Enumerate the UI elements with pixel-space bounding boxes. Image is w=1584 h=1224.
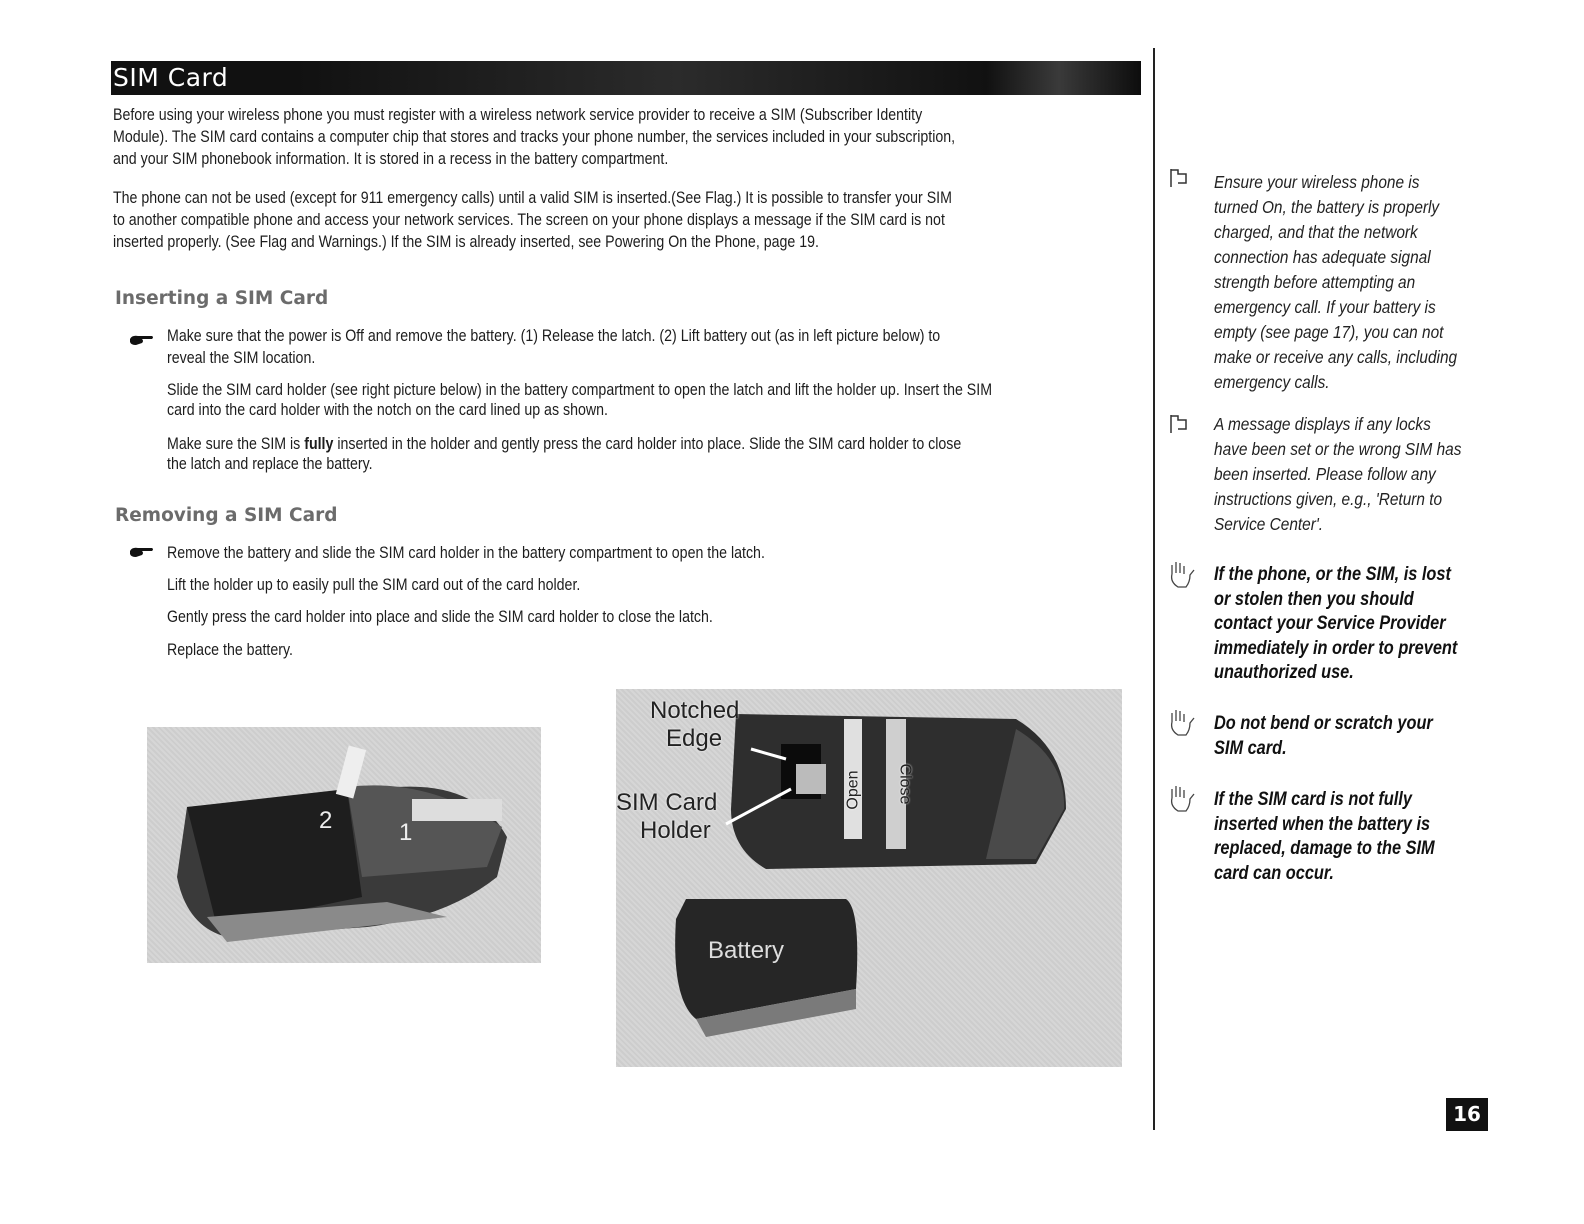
battery-label: Battery bbox=[708, 937, 785, 964]
warning-hand-icon bbox=[1166, 560, 1196, 590]
inserting-step-3: Make sure the SIM is fully inserted in the holder and gently press the card holder into place. Slide the SIM card holder to close the latch and replace the battery. bbox=[167, 435, 962, 473]
warning-hand-icon bbox=[1166, 708, 1196, 738]
sim-card-holder-label-line-1: SIM Card bbox=[616, 789, 718, 816]
intro-paragraph-1: Before using your wireless phone you must register with a wireless network service provider to receive a SIM (Subscriber Identity Module). The SIM card contains a computer chip that stores and tracks your phone number, the services included in your subscription, and your SIM phonebook information. It is stored in a recess in the battery compartment. bbox=[113, 106, 956, 168]
step-1-label: 1 bbox=[399, 819, 413, 846]
inserting-step-1: Make sure that the power is Off and remove the battery. (1) Release the latch. (2) Lift battery out (as in left picture below) to reveal the SIM location. bbox=[167, 327, 941, 367]
note-emergency-call: Ensure your wireless phone is turned On, the battery is properly charged, and that the network connection has adequate signal strength before attempting an emergency call. If your battery is empty (see page 17), you can not make or receive any calls, including emergency calls. bbox=[1214, 172, 1458, 392]
section-title-bar bbox=[111, 61, 1141, 95]
pointing-hand-icon bbox=[128, 545, 154, 559]
page-number: 16 bbox=[1446, 1098, 1488, 1131]
removing-step: Gently press the card holder into place and slide the SIM card holder to close the latch. bbox=[167, 608, 713, 626]
column-divider bbox=[1153, 48, 1155, 1130]
pointing-hand-icon bbox=[128, 333, 154, 347]
removing-step: Remove the battery and slide the SIM card holder in the battery compartment to open the latch. bbox=[167, 544, 765, 562]
notched-edge-label-line-1: Notched bbox=[650, 697, 740, 724]
notched-edge-label-line-2: Edge bbox=[666, 725, 723, 752]
warning-lost-stolen: If the phone, or the SIM, is lost or stolen then you should contact your Service Provider immediately in order to prevent unauthorized use. bbox=[1214, 564, 1458, 683]
emphasis-fully: fully bbox=[304, 435, 334, 453]
inserting-heading: Inserting a SIM Card bbox=[115, 288, 329, 309]
removing-step: Replace the battery. bbox=[167, 641, 293, 659]
step-2-label: 2 bbox=[319, 807, 333, 834]
sim-card-holder-label-line-2: Holder bbox=[640, 817, 711, 844]
warning-not-fully-inserted: If the SIM card is not fully inserted when the battery is replaced, damage to the SIM card can occur. bbox=[1214, 789, 1435, 884]
intro-paragraph-2: The phone can not be used (except for 911 emergency calls) until a valid SIM is inserted.(See Flag.) It is possible to transfer your SIM to another compatible phone and access your network services. The screen on your phone displays a message if the SIM card is not inserted properly. (See Flag and Warnings.) If the SIM is already inserted, see Powering On the Phone, page 19. bbox=[113, 189, 952, 251]
photo-sim-holder bbox=[616, 689, 1122, 1067]
warning-hand-icon bbox=[1166, 784, 1196, 814]
close-label: Close bbox=[896, 763, 914, 805]
removing-heading: Removing a SIM Card bbox=[115, 505, 338, 526]
phone-photo-illustration bbox=[147, 727, 541, 963]
open-label: Open bbox=[844, 770, 862, 810]
note-sim-locks: A message displays if any locks have been set or the wrong SIM has been inserted. Please follow any instructions given, e.g., 'Return to Service Center'. bbox=[1214, 414, 1462, 534]
photo-battery-removal bbox=[147, 727, 541, 963]
removing-step: Lift the holder up to easily pull the SIM card out of the card holder. bbox=[167, 576, 581, 594]
page-title: SIM Card bbox=[113, 63, 229, 92]
inserting-step-2: Slide the SIM card holder (see right picture below) in the battery compartment to open the latch and lift the holder up. Insert the SIM card into the card holder with the notch on the card lined up as shown. bbox=[167, 381, 993, 419]
flag-icon bbox=[1168, 167, 1190, 189]
flag-icon bbox=[1168, 413, 1190, 435]
warning-do-not-bend: Do not bend or scratch your SIM card. bbox=[1214, 713, 1433, 759]
